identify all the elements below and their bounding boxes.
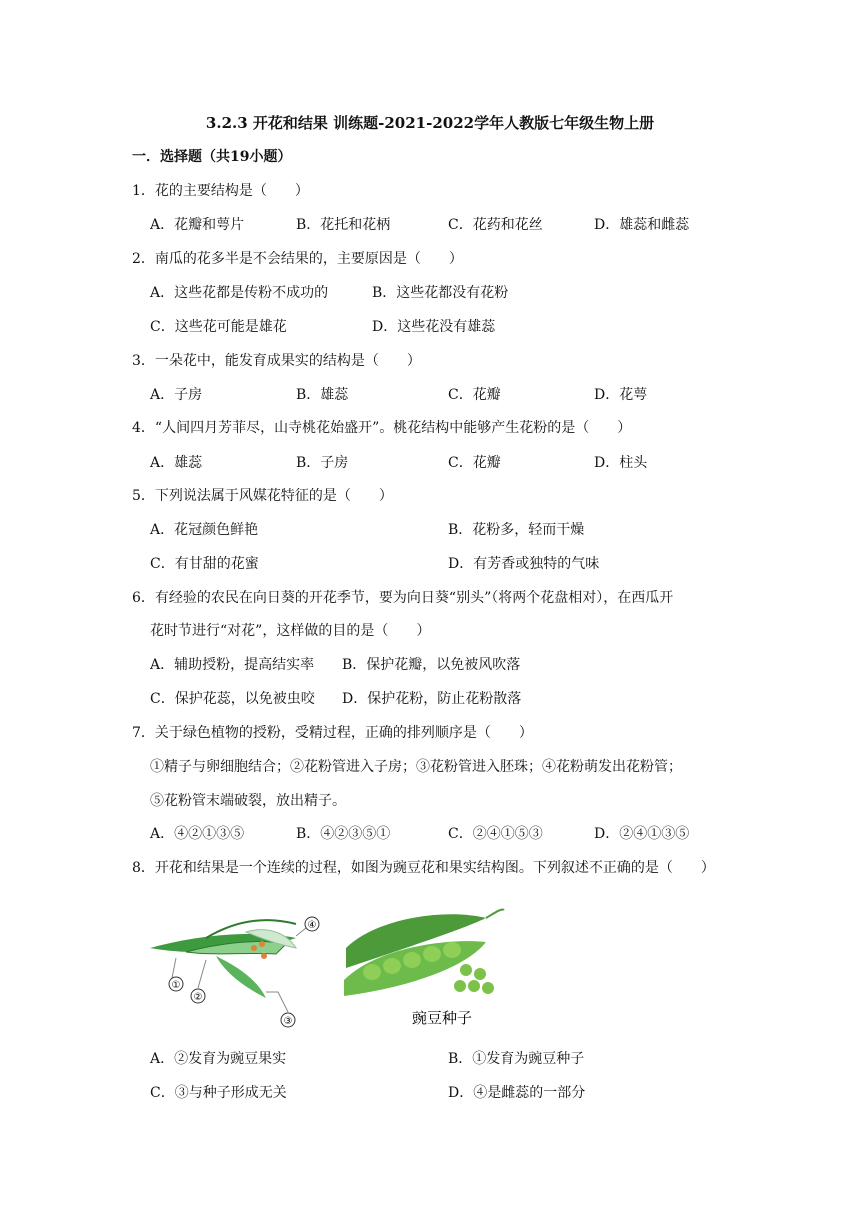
q7-option-d: D．②④①③⑤ (594, 826, 690, 842)
question-3-stem: 3．一朵花中，能发育成果实的结构是（ ） (132, 353, 421, 369)
question-7-stem: 7．关于绿色植物的授粉，受精过程，正确的排列顺序是（ ） (132, 725, 533, 741)
q7-option-a: A．④②①③⑤ (150, 826, 245, 842)
q6-option-b: B．保护花瓣，以免被风吹落 (342, 657, 521, 673)
q5-option-d: D．有芳香或独特的气味 (448, 556, 600, 572)
label-1: ① (171, 980, 181, 991)
q8-option-d: D．④是雌蕊的一部分 (448, 1085, 586, 1101)
pea-illustration (146, 908, 506, 1038)
q3-option-c: C．花瓣 (448, 387, 501, 403)
q8-option-c: C．③与种子形成无关 (150, 1085, 287, 1101)
figure-caption: 豌豆种子 (411, 1009, 473, 1027)
q5-option-b: B．花粉多，轻而干燥 (448, 522, 585, 538)
q5-option-c: C．有甘甜的花蜜 (150, 556, 259, 572)
q2-option-d: D．这些花没有雄蕊 (372, 319, 496, 335)
q4-option-c: C．花瓣 (448, 455, 501, 471)
pea-flower-diagram (150, 917, 319, 1027)
q2-option-b: B．这些花都没有花粉 (372, 285, 509, 301)
q6-option-c: C．保护花蕊，以免被虫咬 (150, 691, 315, 707)
q1-option-d: D．雄蕊和雌蕊 (594, 217, 690, 233)
pea-pod-diagram (344, 909, 504, 1027)
q6-option-d: D．保护花粉，防止花粉散落 (342, 691, 522, 707)
q7-option-c: C．②④①⑤③ (448, 826, 543, 842)
label-3: ③ (283, 1016, 293, 1027)
q5-option-a: A．花冠颜色鲜艳 (150, 522, 259, 538)
q2-option-a: A．这些花都是传粉不成功的 (150, 285, 329, 301)
q1-option-c: C．花药和花丝 (448, 217, 543, 233)
q4-option-d: D．柱头 (594, 455, 648, 471)
question-8-stem: 8．开花和结果是一个连续的过程，如图为豌豆花和果实结构图。下列叙述不正确的是（ ） (132, 860, 715, 876)
question-5-stem: 5．下列说法属于风媒花特征的是（ ） (132, 488, 393, 504)
q2-option-c: C．这些花可能是雄花 (150, 319, 287, 335)
q6-option-a: A．辅助授粉，提高结实率 (150, 657, 315, 673)
question-2-stem: 2．南瓜的花多半是不会结果的，主要原因是（ ） (132, 251, 463, 267)
section-heading: 一．选择题（共19小题） (132, 149, 292, 165)
question-7-stem-cont2: ⑤花粉管末端破裂，放出精子。 (150, 793, 346, 809)
question-6-stem: 6．有经验的农民在向日葵的开花季节，要为向日葵“别头”（将两个花盘相对），在西瓜开 (132, 590, 674, 606)
label-4: ④ (307, 920, 317, 931)
pea-flower-and-fruit-figure (146, 908, 506, 1042)
q1-option-b: B．花托和花柄 (296, 217, 391, 233)
q8-option-b: B．①发育为豌豆种子 (448, 1051, 585, 1067)
q4-option-a: A．雄蕊 (150, 455, 203, 471)
q1-option-a: A．花瓣和萼片 (150, 217, 245, 233)
question-6-stem-cont: 花时节进行“对花”，这样做的目的是（ ） (150, 623, 431, 639)
q4-option-b: B．子房 (296, 455, 349, 471)
q8-option-a: A．②发育为豌豆果实 (150, 1051, 287, 1067)
document-title: 3.2.3 开花和结果 训练题-2021-2022学年人教版七年级生物上册 (205, 114, 655, 132)
q3-option-d: D．花萼 (594, 387, 648, 403)
label-2: ② (193, 992, 203, 1003)
q3-option-b: B．雄蕊 (296, 387, 349, 403)
question-1-stem: 1．花的主要结构是（ ） (132, 183, 309, 199)
q3-option-a: A．子房 (150, 387, 203, 403)
q7-option-b: B．④②③⑤① (296, 826, 391, 842)
question-7-stem-cont: ①精子与卵细胞结合；②花粉管进入子房；③花粉管进入胚珠；④花粉萌发出花粉管； (150, 759, 682, 775)
question-4-stem: 4．“人间四月芳菲尽，山寺桃花始盛开”。桃花结构中能够产生花粉的是（ ） (132, 420, 632, 436)
